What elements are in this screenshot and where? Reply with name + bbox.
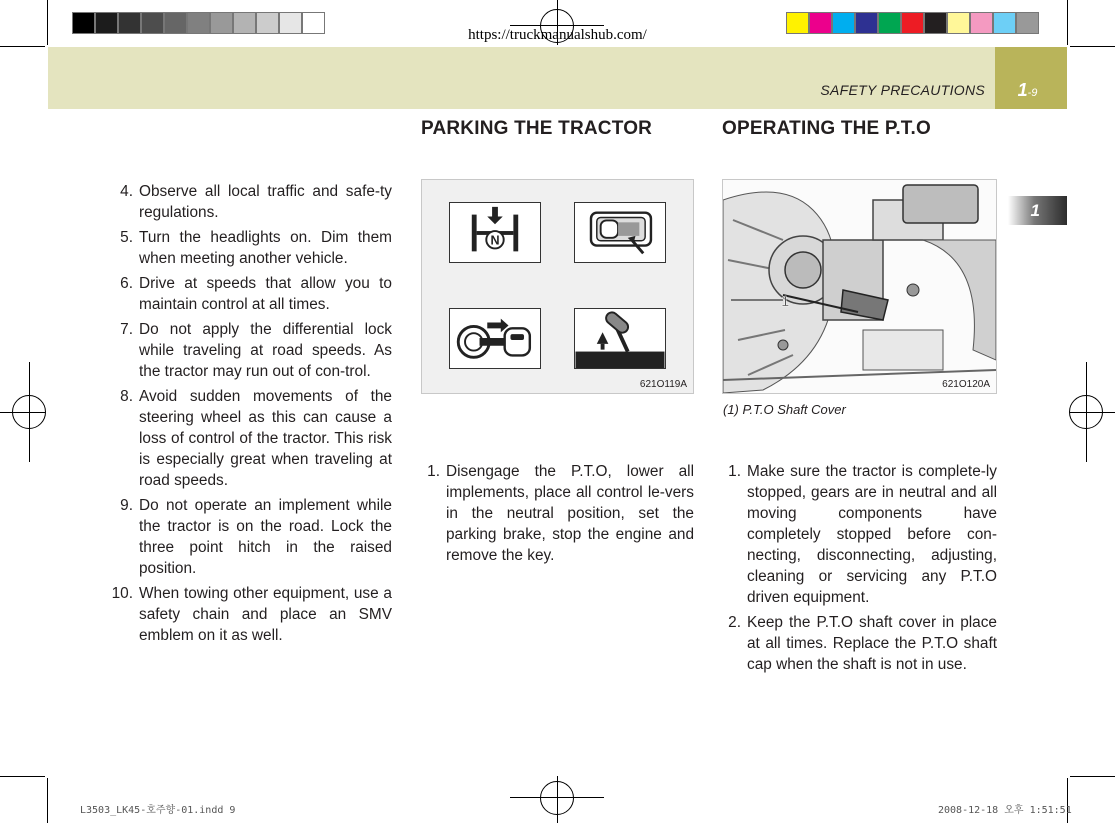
crop-mark <box>1070 46 1115 47</box>
list-item <box>719 612 997 675</box>
list-item-number: 7. <box>120 321 133 338</box>
pto-shaft-illustration <box>723 180 996 393</box>
registration-mark <box>1086 362 1087 462</box>
list-item-number: 4. <box>120 183 133 200</box>
list-item-text: Disengage the P.T.O, lower all implements, place all control le-vers in the neutral position, set the parking brake, stop the engine and remove the key. <box>446 463 694 564</box>
header-band <box>48 47 995 109</box>
registration-mark <box>510 25 604 26</box>
list-item-text: Avoid sudden movements of the steering wheel as this can cause a loss of control of the tractor. This risk is especially great when traveling at road speeds. <box>139 388 392 489</box>
footer-file-name: L3503_LK45-호주향-01.indd 9 <box>80 805 236 816</box>
list-item-text: Keep the P.T.O shaft cover in place at all times. Replace the P.T.O shaft cap when the shaft is not in use. <box>747 614 997 673</box>
crop-mark <box>0 776 45 777</box>
crop-mark <box>0 46 45 47</box>
section-running-head: SAFETY PRECAUTIONS <box>820 82 985 98</box>
list-item <box>111 386 392 491</box>
pto-steps <box>719 461 997 679</box>
list-item-number: 5. <box>120 229 133 246</box>
list-item-number: 2. <box>728 614 741 631</box>
parking-figure <box>421 179 694 394</box>
list-item-number: 1. <box>728 463 741 480</box>
list-item-text: When towing other equipment, use a safety chain and place an SMV emblem on it as well. <box>139 585 392 644</box>
list-item-text: Observe all local traffic and safe-ty regulations. <box>139 183 392 221</box>
parking-steps <box>418 461 694 570</box>
registration-mark <box>557 776 558 823</box>
figure-code: 621O120A <box>942 379 990 390</box>
pto-figure <box>722 179 997 394</box>
registration-mark <box>510 797 604 798</box>
registration-mark <box>0 412 45 413</box>
list-item <box>111 273 392 315</box>
registration-mark <box>1070 412 1115 413</box>
footer-timestamp: 2008-12-18 오후 1:51:51 <box>938 805 1072 816</box>
list-item-number: 10. <box>111 585 133 602</box>
crop-mark <box>47 778 48 823</box>
figure-code: 621O119A <box>639 379 687 390</box>
road-safety-list <box>111 181 392 650</box>
crop-mark <box>1070 776 1115 777</box>
ignition-key-icon <box>449 308 541 369</box>
list-item <box>111 495 392 579</box>
list-item-text: Turn the headlights on. Dim them when meeting another vehicle. <box>139 229 392 267</box>
list-item-number: 9. <box>120 497 133 514</box>
list-item-text: Do not apply the differential lock while traveling at road speeds. As the tractor may run out of con-trol. <box>139 321 392 380</box>
list-item-text: Drive at speeds that allow you to maintain control at all times. <box>139 275 392 313</box>
list-item-text: Do not operate an implement while the tractor is on the road. Lock the three point hitch in the raised position. <box>139 497 392 577</box>
list-item <box>111 583 392 646</box>
neutral-gear-icon <box>449 202 541 263</box>
registration-mark <box>29 362 30 462</box>
list-item <box>111 181 392 223</box>
callout-1: 1 <box>781 293 790 310</box>
list-item <box>719 461 997 608</box>
list-item <box>418 461 694 566</box>
list-item-text: Make sure the tractor is complete-ly stopped, gears are in neutral and all moving components have completely stopped before con-necting, disconnecting, adjusting, cleaning or servicing any P.T.O driven equipment. <box>747 463 997 606</box>
pto-section-title: OPERATING THE P.T.O <box>722 118 931 139</box>
list-item <box>111 319 392 382</box>
list-item-number: 8. <box>120 388 133 405</box>
list-item-number: 1. <box>427 463 440 480</box>
figure-caption: (1) P.T.O Shaft Cover <box>723 402 846 417</box>
parking-brake-lever-icon <box>574 202 666 263</box>
list-item-number: 6. <box>120 275 133 292</box>
parking-section-title: PARKING THE TRACTOR <box>421 118 653 139</box>
source-url[interactable]: https://truckmanualshub.com/ <box>468 27 647 43</box>
neutral-label: N <box>490 233 500 248</box>
chapter-tab: 1 <box>1008 196 1067 225</box>
control-lever-icon <box>574 308 666 369</box>
list-item <box>111 227 392 269</box>
page-number: 1-9 <box>1017 80 1038 100</box>
